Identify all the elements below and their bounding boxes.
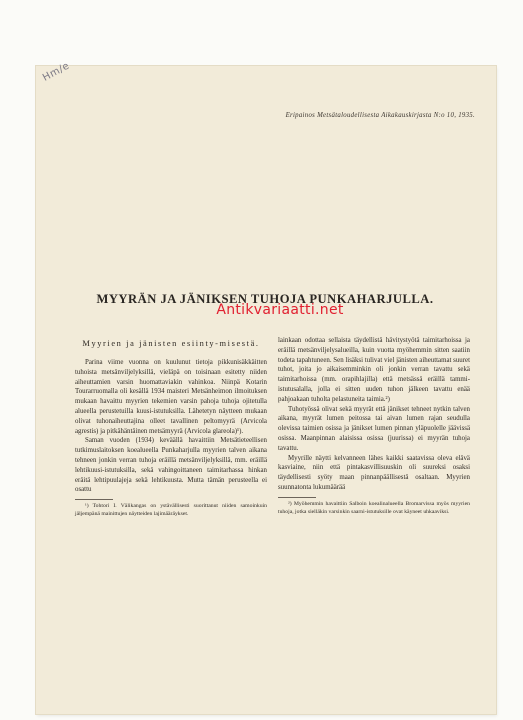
left-column	[75, 336, 267, 519]
paragraph: Saman vuoden (1934) keväällä havaittiin Metsätieteellisen tutkimuslaitoksen koealueella Punkaharjulla myyrien talven aikana tehneen jonkin verran tuhoja eräillä metsänviljelyksillä, mm. eräillä lehtikuusi-istutuksilla, sekä vahingoittaneen taimitarhassa hinkan eräitä lehtipuulajeja sekä lehtikuusta. Mutta tämän perusteella ei osattu	[75, 437, 267, 494]
paragraph: lainkaan odottaa sellaista täydellistä hävitystyötä taimitarhoissa ja eräillä metsänviljelysalueilla, kuin vuotta myöhemmin sitten saatiin todeta tapahtuneen. Sen lisäksi tulivat viel jänisten aiheuttamat suuret tuhot, joita jo aikaisemminkin oli jonkin verran tavattu sekä taimitarhoissa (mm. orapihlajilla) että metsässä eräillä tammi-istutusalalla, jolla ei sitten uuden tuhon jälkeen tavattu enää pahjoakaan tuholta pelastuneita taimia.²)	[278, 337, 470, 403]
footnote: ²) Myöhemmin havaittiin Salboin koealinalueella Bromarvissa myös myyrien tuhoja, jotka sielläkin varsinkin saarni-istutuksille ovat käyneet uhkaaviksi.	[278, 500, 470, 515]
section-heading: Myyrien ja jänisten esiinty-misestä.	[82, 339, 260, 348]
handwritten-margin-note: Hm/e	[41, 60, 72, 84]
article-title: MYYRÄN JA JÄNIKSEN TUHOJA PUNKAHARJULLA.	[96, 292, 434, 306]
footnote-divider	[75, 499, 113, 500]
paragraph: Myyrille näytti kelvanneen lähes kaikki saatavissa oleva elävä kasviaine, niin että pintakasvillisuuskin oli suureksi osaksi täydellisesti syöty maan pinnanpäällisestä osaltaan. Myyrien suunnatonta lukumäärää	[278, 454, 470, 491]
right-column	[278, 336, 470, 516]
paragraph: Tuhotyössä olivat sekä myyrät että jänikset tehneet nytkin talven aikana, myyrät lumen peitossa tai aivan lumen rajan seudulla olevissa taimien osissa ja jänikset lumen pinnan yläpuolelle jäävissä osissa. Maanpinnan alaisissa osissa (juurissa) ei myyrän tuhoja tavattu.	[278, 405, 470, 452]
footnote-divider	[278, 497, 316, 498]
footnote: ¹) Tohtori I. Välikangas on ystävällisesti suorittanut niiden samoinkuin jäljempänä mainittujen näytteiden lajimääräykset.	[75, 503, 267, 517]
watermark: Antikvariaatti.net	[216, 302, 344, 318]
offprint-reference: Eripainos Metsätaloudellisesta Aikakauskirjasta N:o 10, 1935.	[285, 112, 475, 119]
paragraph: Parina viime vuonna on kuulunut tietoja pikkunisäkkäitten tuhoista metsänviljelyksillä, vieläpä on toisinaan esitetty niiden aiheuttamien varsin huomattaviakin vahinkoa. Niinpä Kotarin Tourarruomalla oli kesällä 1934 maisteri Metsänheimon ilmoituksen mukaan havaittu myyrien tekemien varsin pahoja tuhoja ojitetulla alueella perustetuilla kuusi-istutuksilla. Lähetetyn näytteen mukaan olivat tuhonaiheuttajina olleet tavallinen peltomyyrä (Arvicola agrestis) ja pitkähäntäinen metsämyyrä (Arvicola glareola)¹).	[75, 359, 267, 435]
